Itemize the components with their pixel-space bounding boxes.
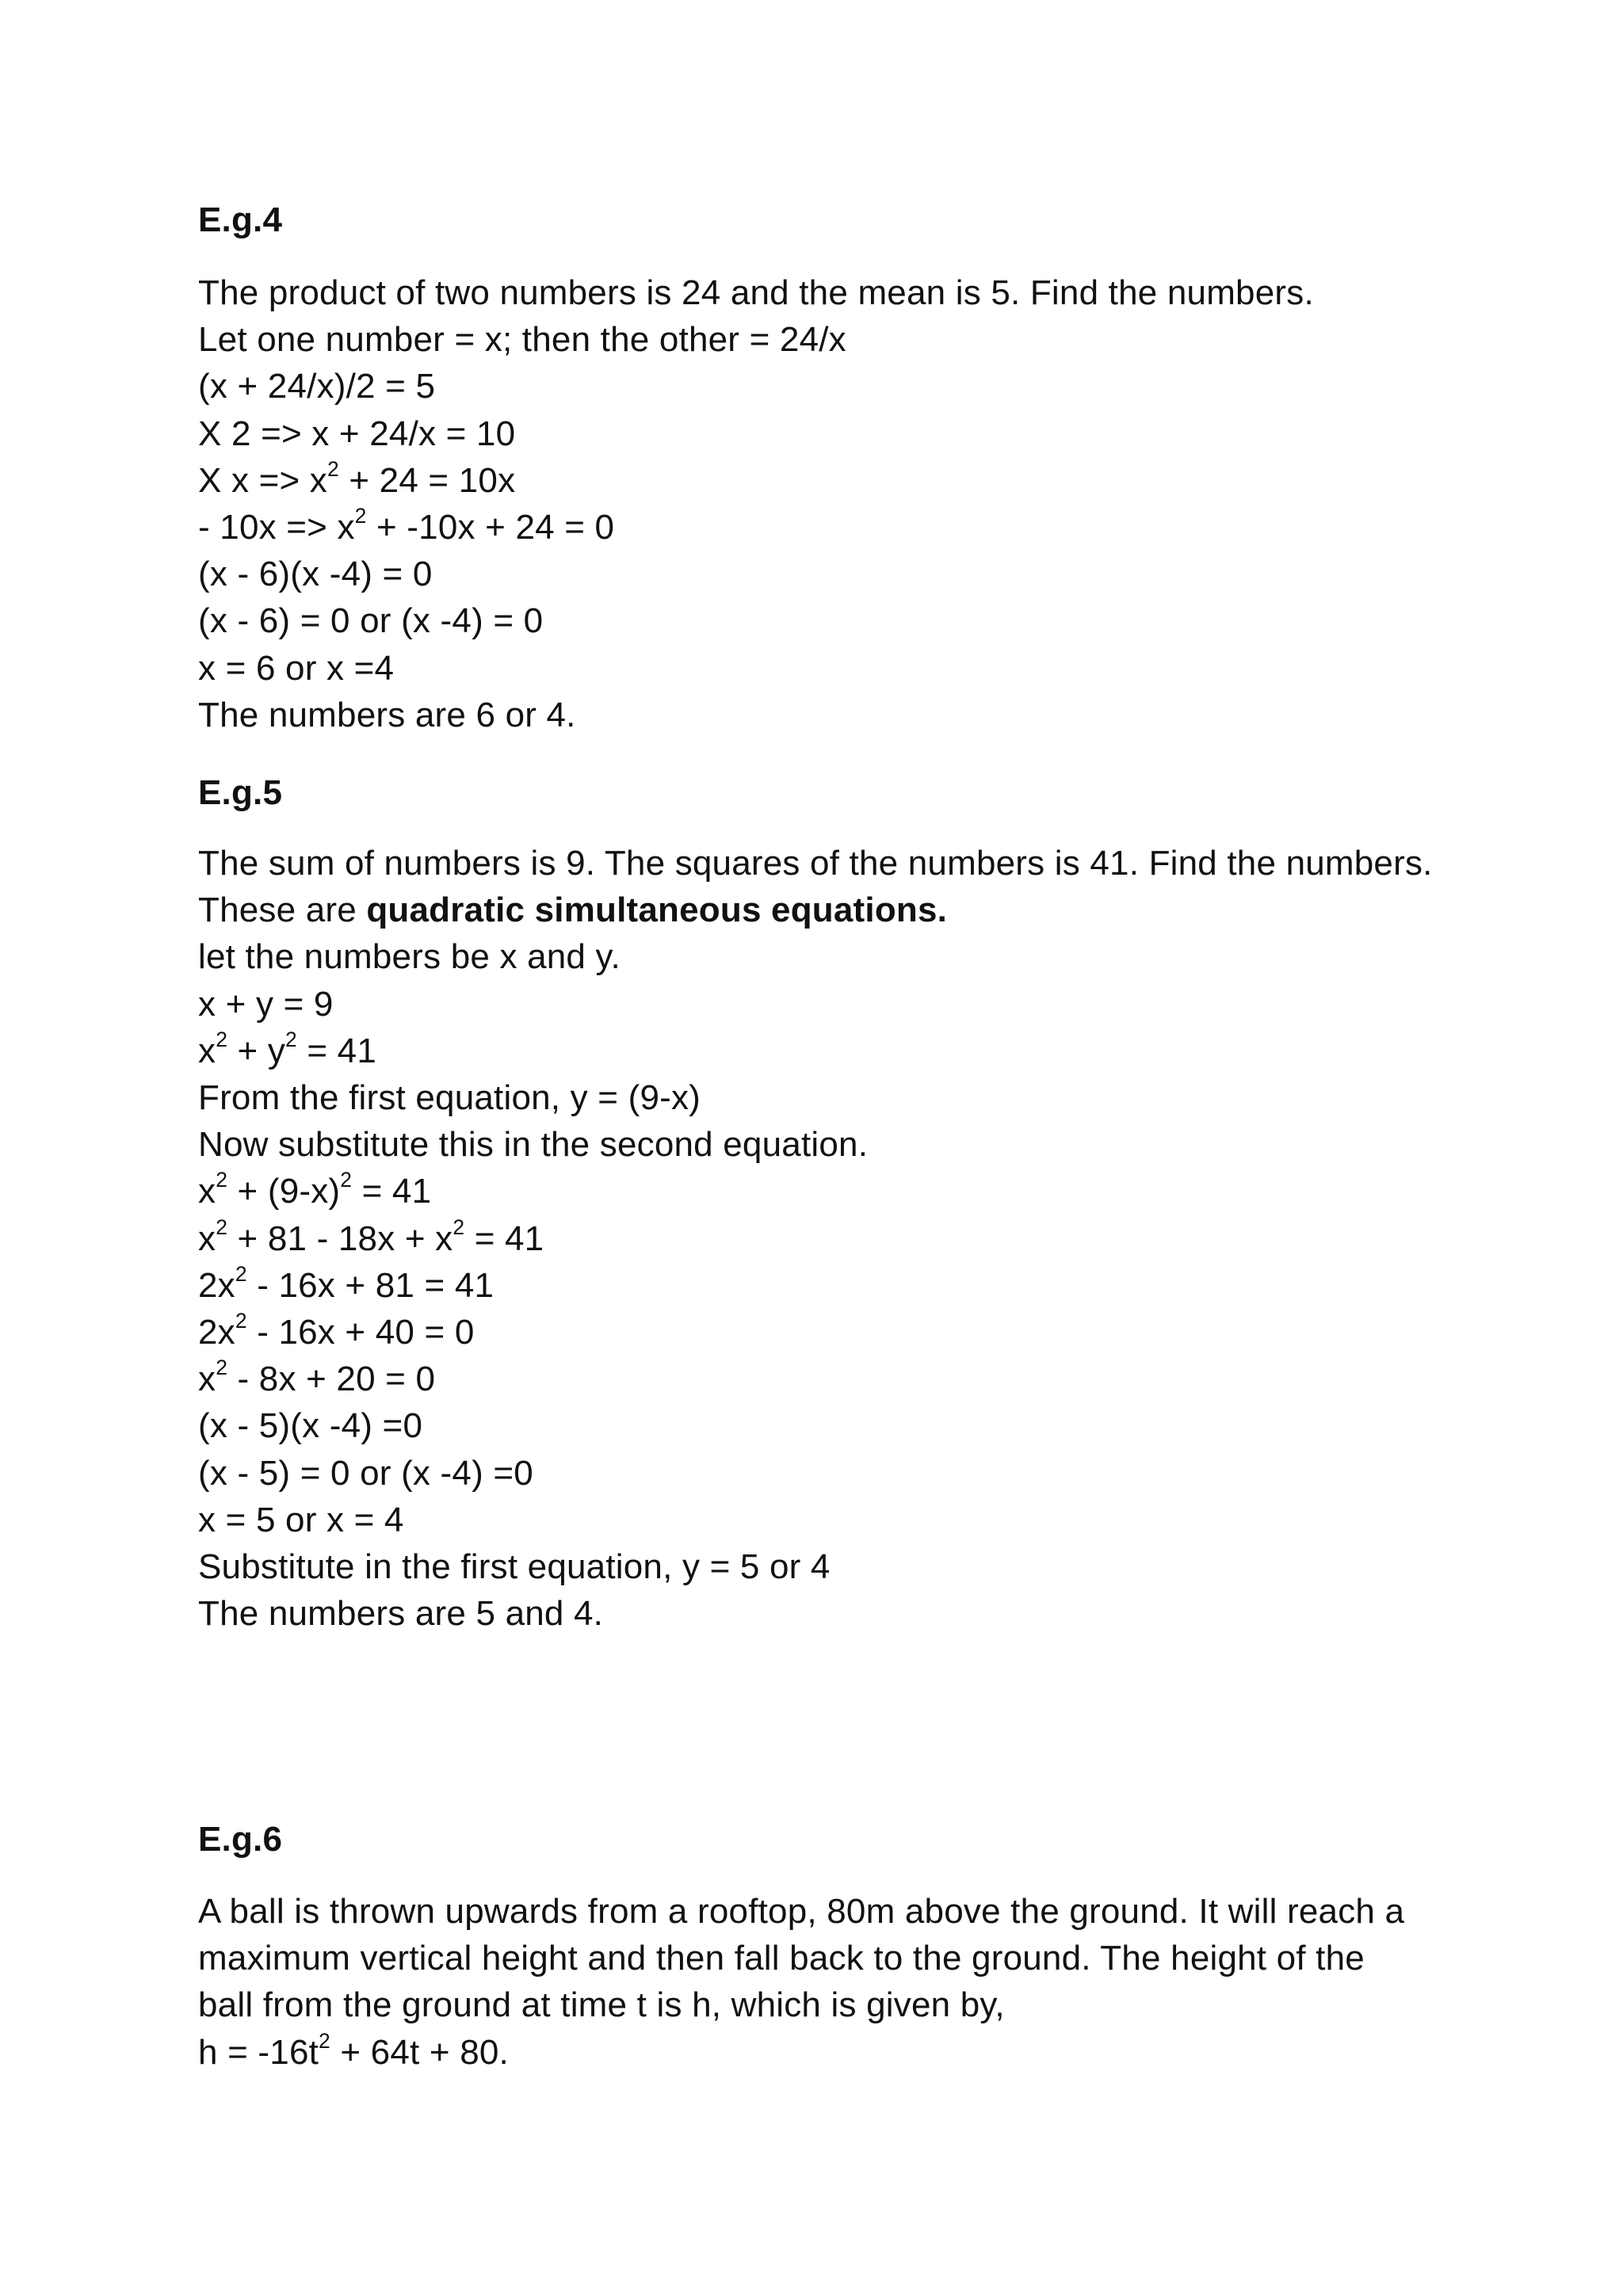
text-line: X 2 => x + 24/x = 10 [198,414,516,453]
text-line: Let one number = x; then the other = 24/x [198,320,846,359]
text-line: x = 5 or x = 4 [198,1501,404,1539]
text-line: maximum vertical height and then fall back to the ground. The height of the [198,1939,1365,1978]
text-segment: h = -16t [198,2033,319,2072]
text-segment: x [198,1219,216,1258]
text-line: (x - 5)(x -4) =0 [198,1406,423,1445]
text-segment: These are [198,891,367,929]
text-line [198,1028,377,1072]
text-segment: + 81 - 18x + x [227,1219,453,1258]
superscript: 2 [216,1028,228,1052]
text-segment: = 41 [464,1219,544,1258]
text-segment: = 41 [296,1032,377,1070]
text-segment: = 41 [352,1172,432,1211]
text-line: ball from the ground at time t is h, which is given by, [198,1985,1005,2024]
text-line: The product of two numbers is 24 and the mean is 5. Find the numbers. [198,273,1314,312]
text-line: x + y = 9 [198,985,334,1024]
text-segment: 2x [198,1266,235,1305]
superscript: 2 [216,1168,228,1192]
superscript: 2 [354,504,367,528]
text-line [198,2029,509,2073]
text-segment: + -10x + 24 = 0 [366,508,615,547]
text-line: x = 6 or x =4 [198,649,395,688]
superscript: 2 [285,1028,297,1052]
text-line: (x + 24/x)/2 = 5 [198,367,436,406]
superscript: 2 [216,1215,228,1240]
text-line: (x - 6)(x -4) = 0 [198,555,433,593]
example-5-heading: E.g.5 [198,773,283,812]
superscript: 2 [453,1215,465,1240]
text-line [198,1356,436,1400]
text-segment: x [198,1172,216,1211]
text-line: Substitute in the first equation, y = 5 or 4 [198,1547,831,1586]
bold-term: quadratic simultaneous equations. [366,891,948,929]
text-segment: - 8x + 20 = 0 [227,1360,436,1398]
text-line: (x - 5) = 0 or (x -4) =0 [198,1454,533,1493]
superscript: 2 [319,2029,330,2054]
text-line [198,890,947,931]
text-line: Now substitute this in the second equation. [198,1125,869,1164]
superscript: 2 [235,1262,247,1287]
text-line [198,504,615,548]
text-segment: + 64t + 80. [330,2033,509,2072]
text-line [198,1262,495,1306]
text-line: let the numbers be x and y. [198,937,621,976]
superscript: 2 [235,1309,247,1333]
text-segment: 2x [198,1313,235,1352]
text-line [198,1215,544,1260]
superscript: 2 [340,1168,353,1192]
text-segment: - 10x => x [198,508,355,547]
text-segment: + y [227,1032,286,1070]
text-line: A ball is thrown upwards from a rooftop, 80m above the ground. It will reach a [198,1892,1405,1931]
text-segment: x [198,1360,216,1398]
example-4-heading: E.g.4 [198,200,283,239]
text-segment: - 16x + 81 = 41 [246,1266,495,1305]
text-line: (x - 6) = 0 or (x -4) = 0 [198,601,544,640]
superscript: 2 [327,457,339,482]
text-segment: x [198,1032,216,1070]
text-segment: X x => x [198,461,328,500]
text-line [198,1309,475,1353]
example-6-heading: E.g.6 [198,1820,283,1859]
superscript: 2 [216,1356,228,1380]
text-line [198,1168,432,1212]
text-segment: - 16x + 40 = 0 [246,1313,475,1352]
text-segment: + (9-x) [227,1172,341,1211]
text-line: The sum of numbers is 9. The squares of the numbers is 41. Find the numbers. [198,844,1433,883]
text-line: From the first equation, y = (9-x) [198,1078,701,1117]
text-segment: + 24 = 10x [338,461,516,500]
text-line: The numbers are 6 or 4. [198,696,576,734]
text-line [198,457,516,502]
text-line: The numbers are 5 and 4. [198,1594,604,1633]
